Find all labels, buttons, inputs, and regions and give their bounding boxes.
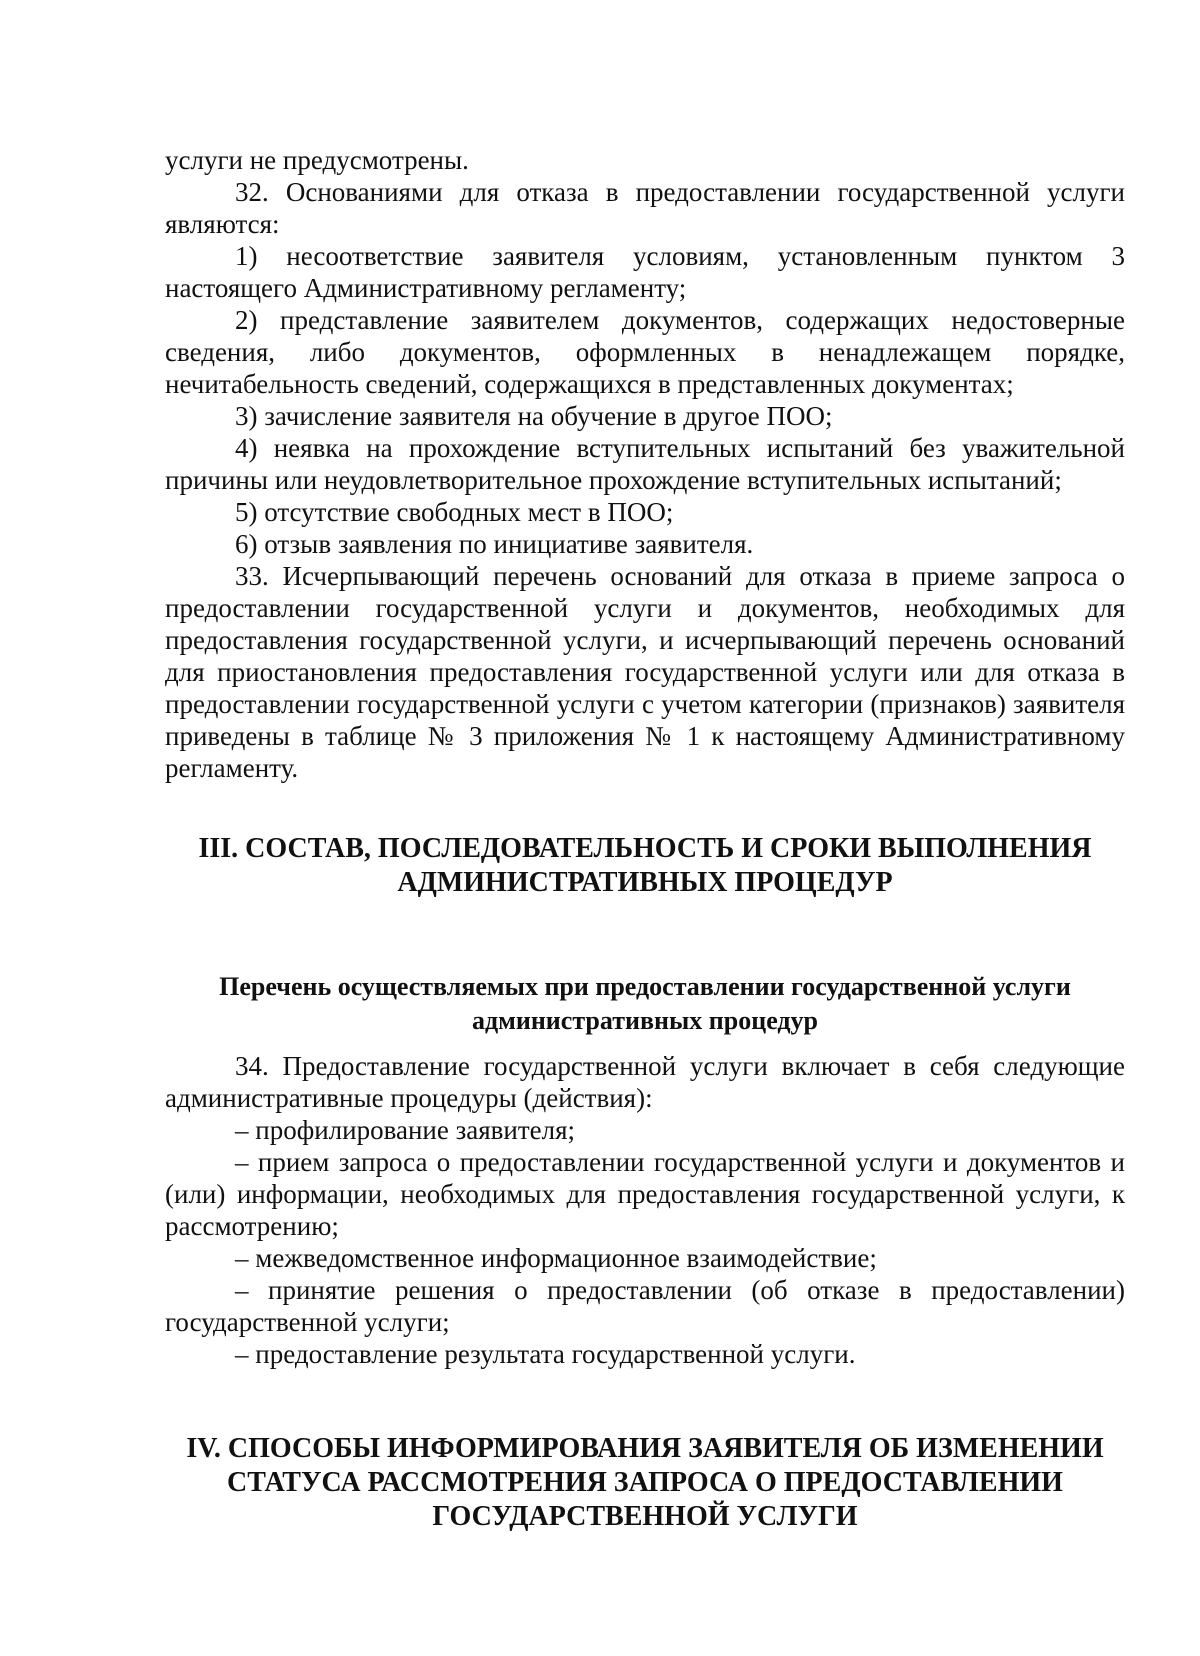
- section-4-heading-line: ГОСУДАРСТВЕННОЙ УСЛУГИ: [432, 1501, 858, 1532]
- paragraph-33: 33. Исчерпывающий перечень оснований для отказа в приеме запроса о предоставлении государственной услуги и документов, необходимых для предоставления государственной услуги, и исчерпывающий перечень оснований для приостановления предоставления государственной услуги или для отказа в предоставлении государственной услуги с учетом категории (признаков) заявителя приведены в таблице № 3 приложения № 1 к настоящему Административному регламенту.: [165, 561, 1125, 783]
- subsection-heading-line: административных процедур: [471, 1006, 819, 1035]
- procedure-item: – межведомственное информационное взаимодействие;: [235, 1243, 877, 1273]
- paragraph-32: 32. Основаниями для отказа в предоставлении государственной услуги являются:: [165, 177, 1125, 239]
- list-item-3: 3) зачисление заявителя на обучение в другое ПОО;: [235, 401, 833, 431]
- procedure-item: – принятие решения о предоставлении (об отказе в предоставлении) государственной услуги;: [165, 1275, 1125, 1337]
- procedure-item: – профилирование заявителя;: [235, 1115, 576, 1145]
- list-item-5: 5) отсутствие свободных мест в ПОО;: [235, 497, 674, 527]
- procedure-item: – предоставление результата государственной услуги.: [235, 1339, 856, 1369]
- section-4-heading: [165, 1432, 1125, 1534]
- paragraph-34: 34. Предоставление государственной услуги включает в себя следующие административные процедуры (действия):: [165, 1051, 1125, 1113]
- section-4-heading-line: IV. СПОСОБЫ ИНФОРМИРОВАНИЯ ЗАЯВИТЕЛЯ ОБ ИЗМЕНЕНИИ: [186, 1433, 1104, 1464]
- list-item-2: 2) представление заявителем документов, содержащих недостоверные сведения, либо документов, оформленных в ненадлежащем порядке, нечитабельность сведений, содержащихся в представленных документах;: [165, 305, 1125, 399]
- section-4-heading-line: СТАТУСА РАССМОТРЕНИЯ ЗАПРОСА О ПРЕДОСТАВЛЕНИИ: [227, 1467, 1063, 1498]
- subsection-heading: [165, 970, 1125, 1038]
- procedure-item: – прием запроса о предоставлении государственной услуги и документов и (или) информации, необходимых для предоставления государственной услуги, к рассмотрению;: [165, 1147, 1125, 1241]
- section-3-heading-line: III. СОСТАВ, ПОСЛЕДОВАТЕЛЬНОСТЬ И СРОКИ ВЫПОЛНЕНИЯ: [198, 833, 1092, 864]
- subsection-heading-line: Перечень осуществляемых при предоставлении государственной услуги: [219, 972, 1071, 1001]
- section-3-heading-line: АДМИНИСТРАТИВНЫХ ПРОЦЕДУР: [397, 867, 893, 898]
- paragraph-continuation: услуги не предусмотрены.: [165, 145, 469, 175]
- list-item-1: 1) несоответствие заявителя условиям, установленным пунктом 3 настоящего Административному регламенту;: [165, 241, 1125, 303]
- list-item-6: 6) отзыв заявления по инициативе заявителя.: [235, 529, 754, 559]
- list-item-4: 4) неявка на прохождение вступительных испытаний без уважительной причины или неудовлетворительное прохождение вступительных испытаний;: [165, 433, 1125, 495]
- section-3-heading: [165, 832, 1125, 900]
- document-body: [165, 144, 1125, 1534]
